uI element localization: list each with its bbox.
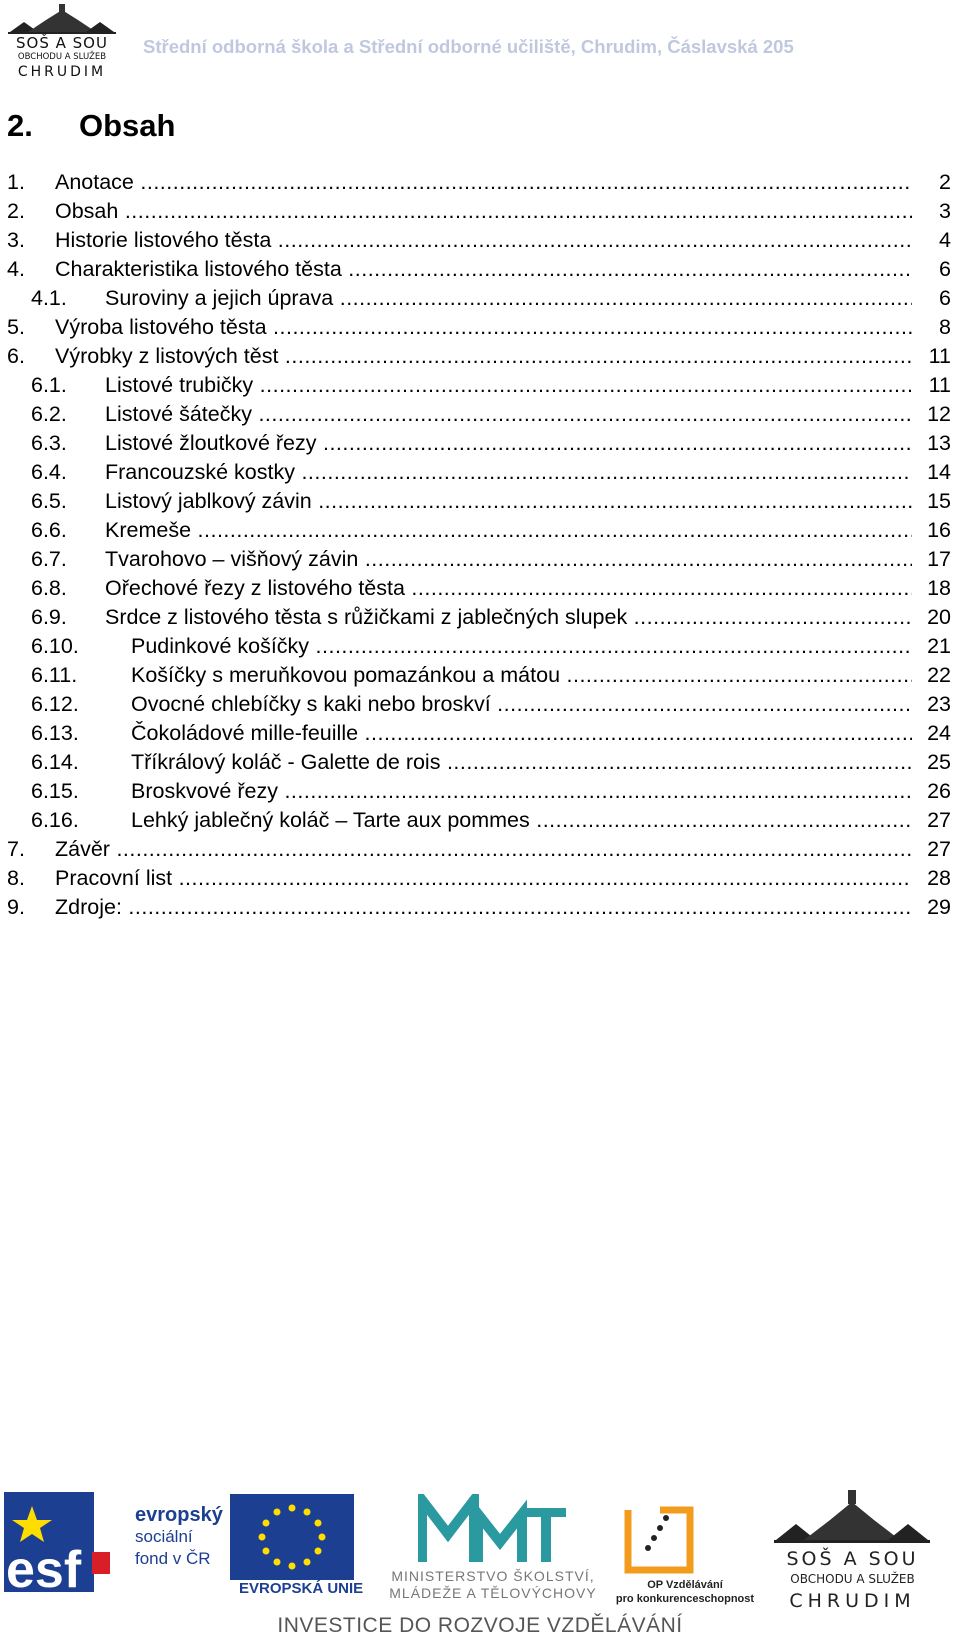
toc-entry-page: 25 [927, 750, 951, 774]
toc-entry-number: 4. [7, 257, 25, 281]
toc-entry[interactable] [0, 226, 960, 255]
toc-entry-number: 6.3. [31, 431, 67, 455]
op-vzdelavani-logo-icon [620, 1500, 700, 1580]
toc-entry[interactable] [0, 661, 960, 690]
toc-entry-leader [55, 893, 912, 922]
toc-entry-title: Zdroje: [55, 895, 122, 919]
toc-entry[interactable] [0, 603, 960, 632]
toc-entry-title: Košíčky s meruňkovou pomazánkou a mátou [131, 663, 561, 687]
toc-entry-number: 9. [7, 895, 25, 919]
toc-entry-page: 2 [939, 170, 951, 194]
toc-entry[interactable] [0, 197, 960, 226]
toc-entry[interactable] [0, 516, 960, 545]
toc-entry-page: 3 [939, 199, 951, 223]
toc-entry-page: 8 [939, 315, 951, 339]
esf-text: evropský sociální fond v ČR [135, 1504, 223, 1568]
toc-entry-number: 8. [7, 866, 25, 890]
school-name: Střední odborná škola a Střední odborné učiliště, Chrudim, Čáslavská 205 [143, 36, 794, 57]
toc-entry-page: 28 [927, 866, 951, 890]
toc-entry-number: 6.16. [31, 808, 79, 832]
toc-entry-page: 11 [928, 344, 951, 368]
toc-entry-number: 6.2. [31, 402, 67, 426]
op-text: OP Vzdělávání pro konkurenceschopnost [615, 1579, 755, 1605]
toc-entry-number: 5. [7, 315, 25, 339]
toc-entry-title: Listový jablkový závin [105, 489, 312, 513]
toc-entry-leader [105, 400, 912, 429]
toc-entry-title: Anotace [55, 170, 134, 194]
toc-entry[interactable] [0, 574, 960, 603]
toc-entry-title: Tvarohovo – višňový závin [105, 547, 359, 571]
school-logo-footer: SOŠ A SOU OBCHODU A SLUŽEB CHRUDIM [770, 1490, 935, 1610]
eu-flag-icon [230, 1494, 354, 1580]
toc-entry-number: 6.5. [31, 489, 67, 513]
toc-entry-leader [131, 806, 912, 835]
toc-entry-page: 22 [927, 663, 951, 687]
section-heading [7, 108, 175, 144]
toc-entry-title: Broskvové řezy [131, 779, 278, 803]
toc-entry-page: 6 [939, 257, 951, 281]
toc-entry[interactable] [0, 893, 960, 922]
toc-entry[interactable] [0, 632, 960, 661]
toc-entry[interactable] [0, 806, 960, 835]
toc-entry-leader [55, 342, 912, 371]
toc-entry[interactable] [0, 835, 960, 864]
toc-entry-title: Listové trubičky [105, 373, 254, 397]
toc-entry-number: 7. [7, 837, 25, 861]
toc-entry-leader [105, 429, 912, 458]
toc-entry-title: Obsah [55, 199, 119, 223]
toc-entry[interactable] [0, 313, 960, 342]
toc-entry-leader [105, 516, 912, 545]
logo-line-3: CHRUDIM [17, 64, 107, 80]
toc-entry-title: Charakteristika listového těsta [55, 257, 342, 281]
toc-entry-title: Pudinkové košíčky [131, 634, 310, 658]
logo-line-2: OBCHODU A SLUŽEB [17, 52, 107, 62]
school-logo [6, 4, 118, 80]
toc-entry-number: 6.1. [31, 373, 67, 397]
toc-entry-page: 21 [927, 634, 951, 658]
toc-entry-leader [55, 864, 912, 893]
toc-entry-leader [131, 690, 912, 719]
toc-entry[interactable] [0, 458, 960, 487]
toc-entry-title: Srdce z listového těsta s růžičkami z jablečných slupek [105, 605, 628, 629]
toc-entry[interactable] [0, 545, 960, 574]
toc-entry-page: 16 [927, 518, 951, 542]
toc-entry-title: Historie listového těsta [55, 228, 272, 252]
page-header [0, 0, 960, 90]
toc-entry[interactable] [0, 429, 960, 458]
toc-entry-page: 24 [927, 721, 951, 745]
toc-entry-title: Suroviny a jejich úprava [105, 286, 334, 310]
toc-entry-title: Pracovní list [55, 866, 173, 890]
toc-entry-page: 13 [927, 431, 951, 455]
toc-entry-number: 3. [7, 228, 25, 252]
toc-entry-leader [105, 574, 912, 603]
toc-entry-title: Výroba listového těsta [55, 315, 267, 339]
toc-entry[interactable] [0, 255, 960, 284]
toc-entry-leader [55, 835, 912, 864]
toc-entry-page: 26 [927, 779, 951, 803]
toc-entry[interactable] [0, 284, 960, 313]
page-footer [0, 1490, 960, 1648]
toc-entry-leader [105, 487, 912, 516]
toc-entry[interactable] [0, 371, 960, 400]
heading-title: Obsah [79, 108, 176, 143]
toc-entry[interactable] [0, 719, 960, 748]
toc-entry-title: Listové žloutkové řezy [105, 431, 317, 455]
toc-entry-title: Francouzské kostky [105, 460, 295, 484]
toc-entry[interactable] [0, 864, 960, 893]
msmt-logo-icon [418, 1494, 568, 1566]
toc-entry-leader [55, 168, 912, 197]
toc-entry-leader [131, 777, 912, 806]
toc-entry-number: 6.12. [31, 692, 79, 716]
toc-entry-page: 15 [927, 489, 951, 513]
toc-entry-page: 6 [939, 286, 951, 310]
toc-entry-leader [105, 458, 912, 487]
toc-entry-title: Ovocné chlebíčky s kaki nebo broskví [131, 692, 491, 716]
slogan: INVESTICE DO ROZVOJE VZDĚLÁVÁNÍ [277, 1614, 683, 1637]
toc-entry-leader [105, 603, 912, 632]
toc-entry-leader [55, 226, 912, 255]
toc-entry-page: 27 [927, 837, 951, 861]
toc-entry-title: Lehký jablečný koláč – Tarte aux pommes [131, 808, 530, 832]
toc-entry-number: 6.7. [31, 547, 67, 571]
toc-entry-page: 11 [928, 373, 951, 397]
toc-entry-page: 4 [939, 228, 951, 252]
toc-entry-number: 6.8. [31, 576, 67, 600]
toc-entry-page: 29 [927, 895, 951, 919]
toc-entry-page: 14 [927, 460, 951, 484]
toc-entry-number: 6.11. [31, 663, 78, 687]
toc-entry-number: 6.4. [31, 460, 67, 484]
castle-icon [6, 4, 118, 36]
toc-entry-leader [105, 371, 912, 400]
toc-entry-number: 6.6. [31, 518, 67, 542]
toc-entry-title: Závěr [55, 837, 110, 861]
toc-entry-page: 27 [927, 808, 951, 832]
toc-entry-leader [131, 632, 912, 661]
toc-entry-leader [105, 284, 912, 313]
table-of-contents [0, 168, 960, 922]
toc-entry[interactable] [0, 168, 960, 197]
toc-entry-number: 6.14. [31, 750, 79, 774]
logo-line-1: SOŠ A SOU [16, 34, 108, 52]
toc-entry-page: 20 [927, 605, 951, 629]
toc-entry-leader [131, 661, 912, 690]
toc-entry-title: Listové šátečky [105, 402, 252, 426]
toc-entry-leader [105, 545, 912, 574]
toc-entry-title: Ořechové řezy z listového těsta [105, 576, 405, 600]
toc-entry-number: 6.9. [31, 605, 67, 629]
toc-entry-leader [55, 197, 912, 226]
toc-entry-page: 23 [927, 692, 951, 716]
toc-entry-leader [55, 313, 912, 342]
toc-entry-page: 18 [927, 576, 951, 600]
svg-text:esf: esf [6, 1541, 82, 1592]
toc-entry-title: Tříkrálový koláč - Galette de rois [131, 750, 441, 774]
toc-entry-page: 17 [927, 547, 951, 571]
toc-entry-leader [131, 748, 912, 777]
toc-entry[interactable] [0, 777, 960, 806]
castle-icon [770, 1490, 935, 1546]
msmt-text: MINISTERSTVO ŠKOLSTVÍ, MLÁDEŽE A TĚLOVÝCHOVY [389, 1568, 597, 1601]
toc-entry-title: Kremeše [105, 518, 192, 542]
toc-entry-number: 6.15. [31, 779, 79, 803]
toc-entry-leader [55, 255, 912, 284]
toc-entry-number: 2. [7, 199, 25, 223]
toc-entry[interactable] [0, 748, 960, 777]
toc-entry-number: 6. [7, 344, 25, 368]
toc-entry-page: 12 [927, 402, 951, 426]
toc-entry-title: Čokoládové mille-feuille [131, 721, 359, 745]
toc-entry-number: 1. [7, 170, 25, 194]
toc-entry[interactable] [0, 487, 960, 516]
toc-entry-number: 6.10. [31, 634, 79, 658]
heading-number: 2. [7, 108, 33, 143]
eu-label: EVROPSKÁ UNIE [239, 1580, 364, 1597]
toc-entry[interactable] [0, 690, 960, 719]
toc-entry[interactable] [0, 342, 960, 371]
toc-entry-number: 6.13. [31, 721, 79, 745]
toc-entry-title: Výrobky z listových těst [55, 344, 279, 368]
toc-entry-leader [131, 719, 912, 748]
esf-logo-icon [4, 1492, 132, 1592]
toc-entry-number: 4.1. [31, 286, 67, 310]
toc-entry[interactable] [0, 400, 960, 429]
